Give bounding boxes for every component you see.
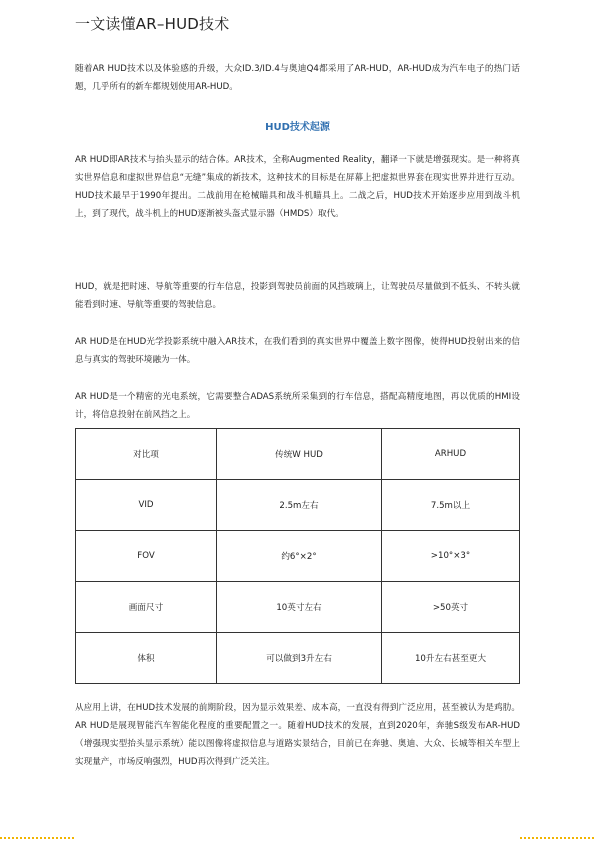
paragraph-ar-hud-optics: AR HUD是在HUD光学投影系统中融入AR技术，在我们看到的真实世界中覆盖上数字图像，使得HUD投射出来的信息与真实的驾驶环境融为一体。	[75, 337, 520, 365]
table-cell: FOV	[76, 531, 217, 582]
table-cell: 可以做到3升左右	[217, 633, 382, 684]
closing-paragraph: 从应用上讲，在HUD技术发展的前期阶段，因为显示效果差、成本高，一直没有得到广泛应用，甚至被认为是鸡肋。AR HUD是展现智能汽车智能化程度的重要配置之一。随着HUD技术的发展，直到2020年，奔驰S级发布AR-HUD（增强现实型抬头显示系统）能以图像将虚拟信息与道路实景结合，目前已在奔驰、奥迪、大众、长城等相关车型上实现量产，市场反响强烈，HUD再次得到广泛关注。	[75, 703, 520, 767]
table-header-cell: 传统W HUD	[217, 429, 382, 480]
table-header-cell: ARHUD	[382, 429, 520, 480]
comparison-table	[75, 428, 520, 684]
table-cell: VID	[76, 480, 217, 531]
paragraph-ar-hud-definition: AR HUD即AR技术与抬头显示的结合体。AR技术，全称Augmented Reality，翻译一下就是增强现实。是一种将真实世界信息和虚拟世界信息“无缝”集成的新技术，这种技术的目标是在屏幕上把虚拟世界套在现实世界并进行互动。HUD技术最早于1990年提出。二战前用在枪械瞄具和战斗机瞄具上。二战之后，HUD技术开始逐步应用到战斗机上，到了现代，战斗机上的HUD逐渐被头盔式显示器（HMDS）取代。	[75, 155, 520, 219]
footer-dotted-divider-right	[520, 837, 594, 839]
table-cell: 10升左右甚至更大	[382, 633, 520, 684]
table-cell: >50英寸	[382, 582, 520, 633]
table-row	[76, 480, 520, 531]
page-title: 一文读懂AR–HUD技术	[75, 15, 230, 33]
table-header-cell: 对比项	[76, 429, 217, 480]
table-row	[76, 531, 520, 582]
table-cell: 约6°×2°	[217, 531, 382, 582]
table-row	[76, 633, 520, 684]
table-cell: 10英寸左右	[217, 582, 382, 633]
paragraph-hud-definition: HUD，就是把时速、导航等重要的行车信息，投影到驾驶员前面的风挡玻璃上，让驾驶员尽量做到不低头、不转头就能看到时速、导航等重要的驾驶信息。	[75, 282, 520, 310]
table-cell: 7.5m以上	[382, 480, 520, 531]
table-cell: 画面尺寸	[76, 582, 217, 633]
table-cell: 体积	[76, 633, 217, 684]
table-row	[76, 582, 520, 633]
table-cell: 2.5m左右	[217, 480, 382, 531]
table-cell: >10°×3°	[382, 531, 520, 582]
table-header-row	[76, 429, 520, 480]
paragraph-ar-hud-system: AR HUD是一个精密的光电系统，它需要整合ADAS系统所采集到的行车信息，搭配高精度地图，再以优质的HMI设计，将信息投射在前风挡之上。	[75, 392, 520, 420]
footer-dotted-divider-left	[0, 837, 74, 839]
intro-paragraph: 随着AR HUD技术以及体验感的升级，大众ID.3/ID.4与奥迪Q4都采用了AR-HUD，AR-HUD成为汽车电子的热门话题，几乎所有的新车都规划使用AR-HUD。	[75, 64, 520, 92]
section-heading: HUD技术起源	[265, 122, 330, 133]
